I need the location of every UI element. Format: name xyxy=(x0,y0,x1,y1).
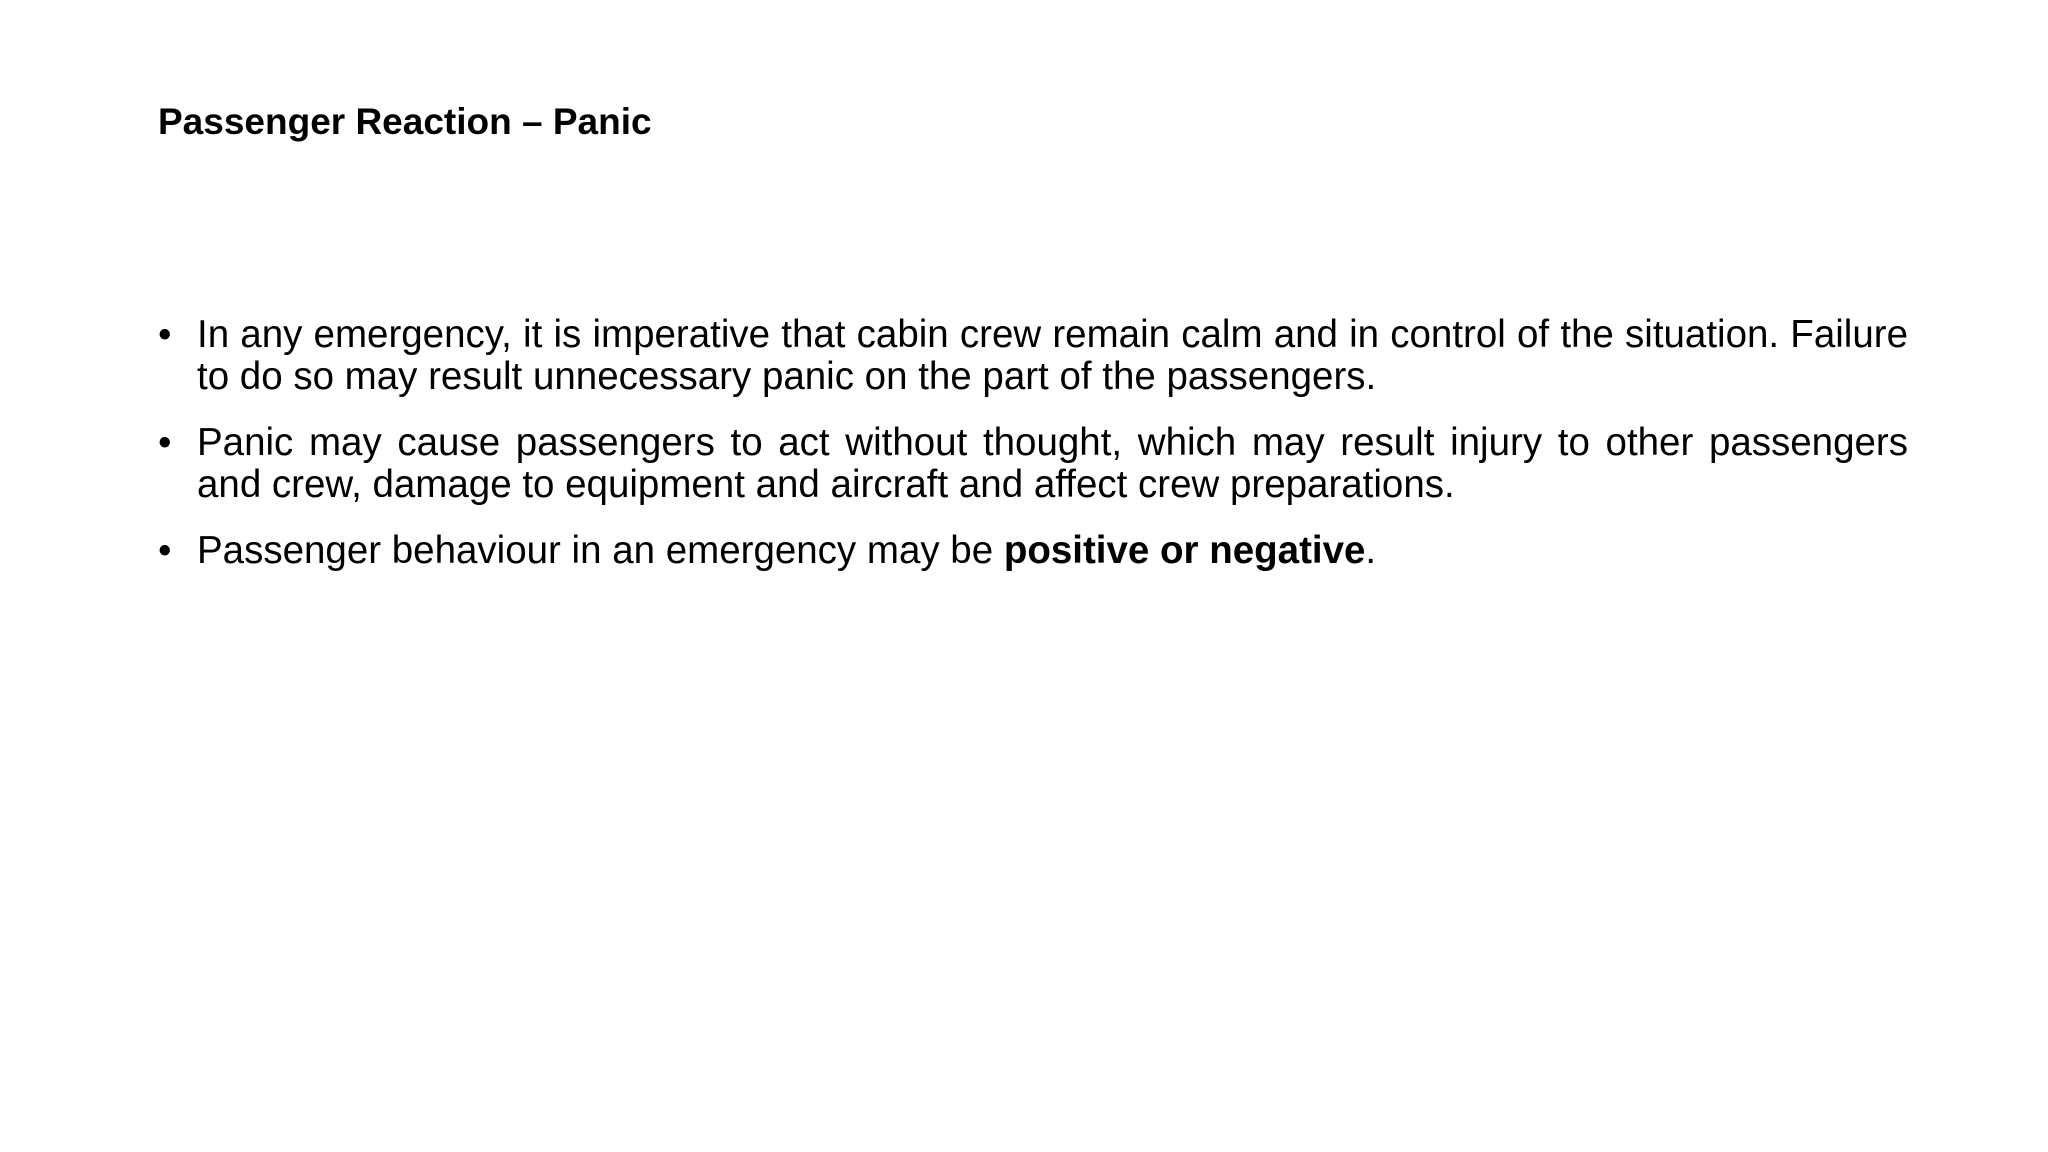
bullet-dot-icon: • xyxy=(158,313,172,356)
slide-title: Passenger Reaction – Panic xyxy=(158,101,652,142)
bullet-text-emphasis: positive or negative xyxy=(1003,529,1366,572)
bullet-text: In any emergency, it is imperative that cabin crew remain calm and in control of the situation. Failure to do so may result unnecessary panic on the part of the passengers. xyxy=(197,313,1908,398)
bullet-list xyxy=(158,314,1908,597)
bullet-dot-icon: • xyxy=(158,529,172,572)
bullet-dot-icon: • xyxy=(158,421,172,464)
bullet-text-end: . xyxy=(1365,529,1377,572)
bullet-item xyxy=(158,422,1908,505)
bullet-text-start: Passenger behaviour in an emergency may be xyxy=(197,529,1004,572)
bullet-item xyxy=(158,314,1908,397)
bullet-item xyxy=(158,530,1908,572)
bullet-text: Panic may cause passengers to act without thought, which may result injury to other passengers and crew, damage to equipment and aircraft and affect crew preparations. xyxy=(197,421,1908,506)
